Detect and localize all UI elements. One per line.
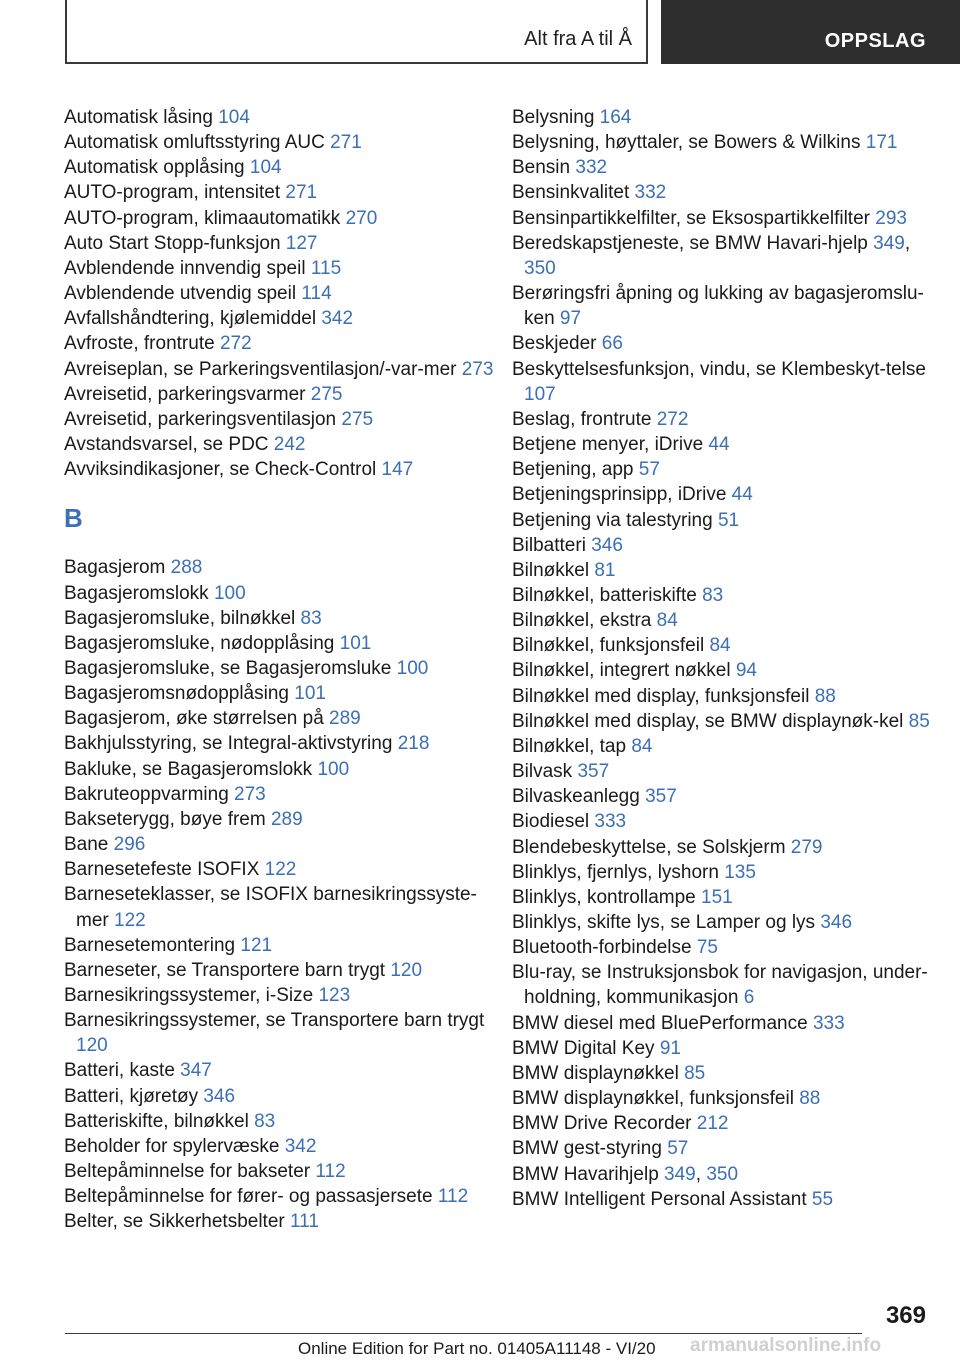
entry-text: BMW Digital Key — [512, 1037, 660, 1059]
page-number: 369 — [885, 1302, 926, 1329]
page-link[interactable]: 293 — [875, 207, 907, 229]
index-entry: BMW Havarihjelp 349, 350 — [512, 1163, 739, 1185]
entry-text: Bilbatteri — [512, 534, 592, 556]
index-column-right — [512, 105, 932, 1212]
page-link[interactable]: 104 — [249, 157, 282, 179]
page-link[interactable]: 289 — [329, 708, 361, 730]
page-link[interactable]: 83 — [300, 607, 322, 629]
page-link[interactable]: 121 — [240, 934, 273, 956]
watermark-logo: armanualsonline.info — [690, 1335, 882, 1356]
entry-text: Beslag, frontrute — [512, 408, 657, 430]
index-entry — [512, 206, 932, 231]
header-tab-box — [661, 0, 960, 64]
entry-text: Bensin — [512, 157, 576, 179]
index-entry — [64, 606, 494, 631]
page-link[interactable]: 57 — [638, 459, 660, 481]
page-link[interactable]: 44 — [708, 434, 730, 456]
page-link[interactable]: 272 — [219, 333, 252, 355]
index-entry — [64, 457, 494, 482]
page-link[interactable]: 332 — [575, 157, 608, 179]
index-entry — [64, 281, 494, 306]
page-link[interactable]: 114 — [301, 283, 332, 305]
page-link[interactable]: 332 — [634, 182, 667, 204]
entry-text: Automatisk opplåsing — [64, 157, 250, 179]
index-entry — [64, 882, 494, 932]
index-entry — [512, 457, 932, 482]
entry-text: Avfallshåndtering, kjølemiddel — [64, 308, 322, 330]
entry-text: Blinklys, kontrollampe — [512, 886, 702, 908]
index-entry — [512, 180, 932, 205]
page-link[interactable]: 81 — [594, 559, 616, 581]
page-link[interactable]: 346 — [591, 534, 623, 556]
page-link[interactable]: 270 — [345, 207, 378, 229]
page-link[interactable]: 279 — [790, 836, 823, 858]
index-entry — [64, 832, 494, 857]
page-link[interactable]: 66 — [601, 333, 623, 355]
page-link[interactable]: 242 — [273, 434, 306, 456]
entry-text: BMW displaynøkkel, funksjonsfeil — [512, 1088, 800, 1110]
page-link[interactable]: 100 — [213, 582, 246, 604]
index-list-right — [512, 105, 932, 1212]
entry-text: Belysning, høyttaler, se Bowers & Wilkins — [512, 132, 866, 154]
entry-text: Bane — [64, 834, 114, 856]
page-link[interactable]: 123 — [318, 985, 351, 1006]
section-title: Alt fra A til Å — [524, 28, 632, 50]
index-letter-b: B — [64, 503, 83, 534]
page-link[interactable]: 271 — [330, 132, 362, 154]
entry-text: Beltepåminnelse for bakseter — [64, 1161, 316, 1183]
entry-text: Bluetooth-forbindelse — [512, 937, 697, 959]
index-entry — [64, 807, 494, 832]
entry-text: Avreisetid, parkeringsvarmer — [64, 383, 311, 405]
index-entry — [512, 1187, 932, 1212]
index-entry — [512, 608, 932, 633]
index-entry — [64, 857, 494, 882]
page-link[interactable]: 115 — [310, 257, 342, 279]
page-link[interactable]: 357 — [645, 786, 677, 808]
page-link[interactable]: 272 — [656, 408, 689, 430]
page-link[interactable]: 271 — [285, 182, 318, 204]
page-link[interactable]: 342 — [284, 1135, 317, 1157]
index-entry — [64, 958, 494, 983]
page-link[interactable]: 55 — [811, 1188, 834, 1210]
index-entry — [64, 581, 494, 606]
index-entry — [512, 482, 932, 507]
page-link[interactable]: 97 — [559, 308, 582, 330]
index-entry — [64, 1159, 494, 1184]
index-entry — [64, 382, 494, 407]
index-entry — [64, 631, 494, 656]
page-link[interactable]: 84 — [709, 635, 731, 657]
header-section-box — [65, 0, 648, 64]
entry-text: Bakhjulsstyring, se Integral-aktivstyring — [64, 733, 398, 755]
entry-text: Avfroste, frontrute — [64, 333, 220, 355]
entry-text: Barneseter, se Transportere barn trygt — [64, 959, 391, 981]
entry-text: Bagasjeromsluke, bilnøkkel — [64, 607, 301, 629]
page-link[interactable]: 273 — [461, 358, 494, 380]
page-link[interactable]: 88 — [799, 1088, 821, 1110]
entry-text: Bagasjerom — [64, 557, 171, 579]
entry-text: AUTO-program, intensitet — [64, 182, 286, 204]
index-entry — [64, 1084, 494, 1109]
entry-text: Bilnøkkel, ekstra — [512, 610, 657, 632]
index-entry — [512, 709, 932, 734]
index-entry — [64, 757, 494, 782]
index-entry — [512, 357, 932, 407]
page-link[interactable]: 85 — [684, 1062, 706, 1084]
index-entry — [512, 533, 932, 558]
entry-text: Avreisetid, parkeringsventilasjon — [64, 408, 342, 430]
page-link[interactable]: 122 — [264, 859, 297, 881]
entry-text: Blinklys, skifte lys, se Lamper og lys — [512, 912, 821, 933]
index-entry — [512, 558, 932, 583]
page-link[interactable]: 83 — [702, 584, 724, 606]
entry-text: Auto Start Stopp-funksjon — [64, 232, 286, 254]
page-link[interactable]: 164 — [599, 107, 632, 128]
page-link[interactable]: 273 — [234, 783, 266, 805]
entry-text: Betjene menyer, iDrive — [512, 434, 709, 456]
entry-text: Bensinpartikkelfilter, se Eksospartikkelfilter — [512, 207, 876, 229]
entry-text: Bagasjerom, øke størrelsen på — [64, 708, 330, 730]
index-entry — [512, 809, 932, 834]
entry-text: Bakruteoppvarming — [64, 783, 235, 805]
page-link[interactable]: 218 — [397, 733, 430, 755]
entry-text: Bilnøkkel, integrert nøkkel — [512, 660, 736, 682]
index-entry — [64, 331, 494, 356]
entry-text: Bilvaskeanlegg — [512, 786, 646, 808]
index-entry — [64, 1134, 494, 1159]
index-entry — [512, 734, 932, 759]
index-column-left — [64, 105, 494, 1235]
entry-text: Avviksindikasjoner, se Check-Control — [64, 459, 382, 481]
page-link[interactable]: 101 — [294, 683, 326, 705]
page-link[interactable]: 112 — [437, 1186, 469, 1208]
entry-text: Avblendende utvendig speil — [64, 283, 302, 305]
index-entry — [64, 933, 494, 958]
entry-text: Barnesikringssystemer, i-Size — [64, 985, 319, 1006]
page-link[interactable]: 333 — [812, 1012, 845, 1034]
index-entry — [512, 960, 932, 1010]
index-entry — [512, 633, 932, 658]
index-entry — [64, 155, 494, 180]
index-entry — [512, 935, 932, 960]
entry-text: Avstandsvarsel, se PDC — [64, 434, 274, 456]
index-entry — [64, 407, 494, 432]
entry-text: Bagasjeromslokk — [64, 582, 214, 604]
page-link[interactable]: 100 — [396, 657, 429, 679]
index-entry — [64, 206, 494, 231]
entry-text: BMW Intelligent Personal Assistant — [512, 1188, 812, 1210]
page-link[interactable]: 171 — [865, 132, 898, 154]
page-link[interactable]: 289 — [270, 808, 303, 830]
index-entry — [512, 105, 932, 130]
page-link[interactable]: 135 — [724, 861, 756, 883]
index-entry — [64, 1209, 494, 1234]
page-link[interactable]: 127 — [285, 232, 318, 254]
index-entry — [512, 835, 932, 860]
index-entry — [512, 759, 932, 784]
index-entry — [512, 432, 932, 457]
entry-text: Blu-ray, se Instruksjonsbok for navigasjon, under-holdning, kommunikasjon — [512, 962, 928, 1009]
index-entry — [512, 508, 932, 533]
entry-text: AUTO-program, klimaautomatikk — [64, 207, 346, 229]
index-entry — [64, 983, 494, 1008]
index-entry — [512, 1036, 932, 1061]
entry-text: Batteri, kjøretøy — [64, 1085, 204, 1107]
page-link[interactable]: 212 — [696, 1113, 729, 1135]
page-link[interactable]: 107 — [524, 383, 556, 405]
entry-text: Bagasjeromsnødopplåsing — [64, 683, 295, 705]
page-link[interactable]: 51 — [717, 509, 740, 531]
page-link[interactable]: 100 — [317, 758, 350, 780]
page-link[interactable]: 112 — [315, 1161, 346, 1183]
footer-divider — [65, 1333, 862, 1334]
index-entry — [64, 231, 494, 256]
index-entry — [64, 256, 494, 281]
entry-text: BMW Havarihjelp — [512, 1163, 665, 1185]
page-link[interactable]: 88 — [814, 685, 836, 707]
page-link[interactable]: 120 — [390, 959, 423, 981]
entry-text: Barneseteklasser, se ISOFIX barnesikringssyste-mer — [64, 884, 477, 931]
entry-text: Betjening, app — [512, 459, 639, 481]
entry-text: Beltepåminnelse for fører- og passasjersete — [64, 1186, 438, 1208]
page-link[interactable]: 151 — [701, 886, 733, 908]
entry-text: Bensinkvalitet — [512, 182, 635, 204]
entry-text: Blinklys, fjernlys, lyshorn — [512, 861, 725, 883]
index-entry — [64, 180, 494, 205]
index-entry — [64, 306, 494, 331]
page-link[interactable]: 84 — [631, 735, 653, 757]
entry-text: Bilnøkkel med display, funksjonsfeil — [512, 685, 815, 707]
index-entry — [64, 1109, 494, 1134]
page-link[interactable]: 120 — [76, 1035, 108, 1057]
index-entry — [64, 706, 494, 731]
page-link[interactable]: 75 — [696, 937, 718, 959]
index-entry — [64, 432, 494, 457]
index-list-a — [64, 105, 494, 482]
entry-text: Betjening via talestyring — [512, 509, 718, 531]
entry-text: Bilvask — [512, 761, 578, 783]
tab-oppslag[interactable]: OPPSLAG — [824, 30, 926, 52]
index-entry — [512, 658, 932, 683]
entry-text: Beholder for spylervæske — [64, 1135, 285, 1157]
entry-text: Bilnøkkel, tap — [512, 735, 632, 757]
index-entry — [512, 281, 932, 331]
page-link[interactable]: 333 — [594, 811, 627, 833]
entry-text: Beskyttelsesfunksjon, vindu, se Klembeskyt-telse — [512, 358, 926, 380]
index-entry — [512, 407, 932, 432]
index-entry — [64, 130, 494, 155]
page-link[interactable]: 349 — [873, 232, 905, 254]
entry-text: Belter, se Sikkerhetsbelter — [64, 1211, 290, 1233]
page-link[interactable]: 342 — [321, 308, 354, 330]
page-link[interactable]: 101 — [339, 632, 372, 654]
entry-text: Biodiesel — [512, 811, 595, 833]
page-link[interactable]: 104 — [218, 107, 250, 128]
entry-text: Avreiseplan, se Parkeringsventilasjon/-var-mer — [64, 358, 462, 380]
entry-text: Berøringsfri åpning og lukking av bagasjeromslu-ken — [512, 283, 924, 330]
page-link[interactable]: 111 — [290, 1211, 319, 1233]
index-entry — [64, 731, 494, 756]
entry-text: Automatisk låsing — [64, 107, 219, 128]
page-link[interactable]: 275 — [310, 383, 343, 405]
entry-text: Bakseterygg, bøye frem — [64, 808, 271, 830]
entry-text: Beskjeder — [512, 333, 602, 355]
entry-text: BMW gest-styring — [512, 1138, 668, 1160]
index-entry — [512, 155, 932, 180]
page-link[interactable]: 83 — [254, 1110, 276, 1132]
entry-text: Bilnøkkel med display, se BMW displaynøk-kel — [512, 710, 909, 732]
page-link[interactable]: 357 — [577, 761, 610, 783]
page-link[interactable]: 94 — [735, 660, 757, 682]
index-entry — [512, 1086, 932, 1111]
entry-text: BMW Drive Recorder — [512, 1113, 697, 1135]
index-entry — [64, 1008, 494, 1058]
index-entry — [512, 331, 932, 356]
index-entry — [512, 1061, 932, 1086]
page-link[interactable]: 347 — [180, 1060, 212, 1082]
page-link[interactable]: 350 — [524, 257, 556, 279]
index-entry — [512, 784, 932, 809]
entry-text: Bilnøkkel — [512, 559, 595, 581]
index-entry — [512, 1136, 932, 1161]
page-link[interactable]: 85 — [908, 710, 930, 732]
page-link[interactable]: 91 — [659, 1037, 681, 1059]
index-list-b — [64, 555, 494, 1234]
page-link[interactable]: 122 — [114, 909, 146, 931]
entry-text: Barnesikringssystemer, se Transportere barn trygt — [64, 1010, 485, 1032]
index-entry — [512, 885, 932, 910]
page-link[interactable]: 350 — [706, 1163, 739, 1185]
edition-text: Online Edition for Part no. 01405A11148 - VI/20 — [298, 1339, 656, 1358]
page-link[interactable]: 147 — [381, 459, 414, 481]
entry-text: Bilnøkkel, batteriskifte — [512, 584, 703, 606]
index-entry: Beredskapstjeneste, se BMW Havari-hjelp 349, 350 — [512, 232, 911, 279]
entry-text: Bilnøkkel, funksjonsfeil — [512, 635, 710, 657]
page-link[interactable]: 57 — [667, 1138, 689, 1160]
page-link[interactable]: 349 — [664, 1163, 696, 1185]
index-entry — [64, 105, 494, 130]
index-entry — [512, 910, 932, 935]
index-entry — [512, 1011, 932, 1036]
entry-text: BMW displaynøkkel — [512, 1062, 685, 1084]
index-entry — [512, 860, 932, 885]
page-link[interactable]: 6 — [743, 987, 755, 1009]
page-link[interactable]: 275 — [341, 408, 374, 430]
entry-text: Bakluke, se Bagasjeromslokk — [64, 758, 318, 780]
entry-text: Beredskapstjeneste, se BMW Havari-hjelp — [512, 232, 874, 254]
page-link[interactable]: 346 — [203, 1085, 236, 1107]
index-entry — [64, 681, 494, 706]
index-entry — [512, 583, 932, 608]
index-entry — [64, 1184, 494, 1209]
entry-text: Batteri, kaste — [64, 1060, 181, 1082]
entry-text: Automatisk omluftsstyring AUC — [64, 132, 331, 154]
entry-text: Barnesetemontering — [64, 934, 241, 956]
entry-text: Belysning — [512, 107, 600, 128]
entry-text: Barnesetefeste ISOFIX — [64, 859, 265, 881]
entry-text: Blendebeskyttelse, se Solskjerm — [512, 836, 791, 858]
index-entry — [64, 357, 494, 382]
index-entry — [512, 1111, 932, 1136]
page-link[interactable]: 288 — [170, 557, 203, 579]
index-entry — [64, 656, 494, 681]
index-entry — [512, 130, 932, 155]
entry-text: Avblendende innvendig speil — [64, 257, 311, 279]
entry-text: Bagasjeromsluke, nødopplåsing — [64, 632, 340, 654]
entry-text: Bagasjeromsluke, se Bagasjeromsluke — [64, 657, 397, 679]
index-entry — [512, 684, 932, 709]
entry-text: Batteriskifte, bilnøkkel — [64, 1110, 255, 1132]
index-entry — [64, 782, 494, 807]
page-link[interactable]: 44 — [731, 484, 753, 506]
page-link[interactable]: 296 — [113, 834, 146, 856]
index-entry — [64, 555, 494, 580]
entry-text: Betjeningsprinsipp, iDrive — [512, 484, 732, 506]
page-link[interactable]: 84 — [656, 610, 678, 632]
entry-text: BMW diesel med BluePerformance — [512, 1012, 813, 1034]
index-entry — [64, 1058, 494, 1083]
page-link[interactable]: 346 — [820, 912, 853, 933]
